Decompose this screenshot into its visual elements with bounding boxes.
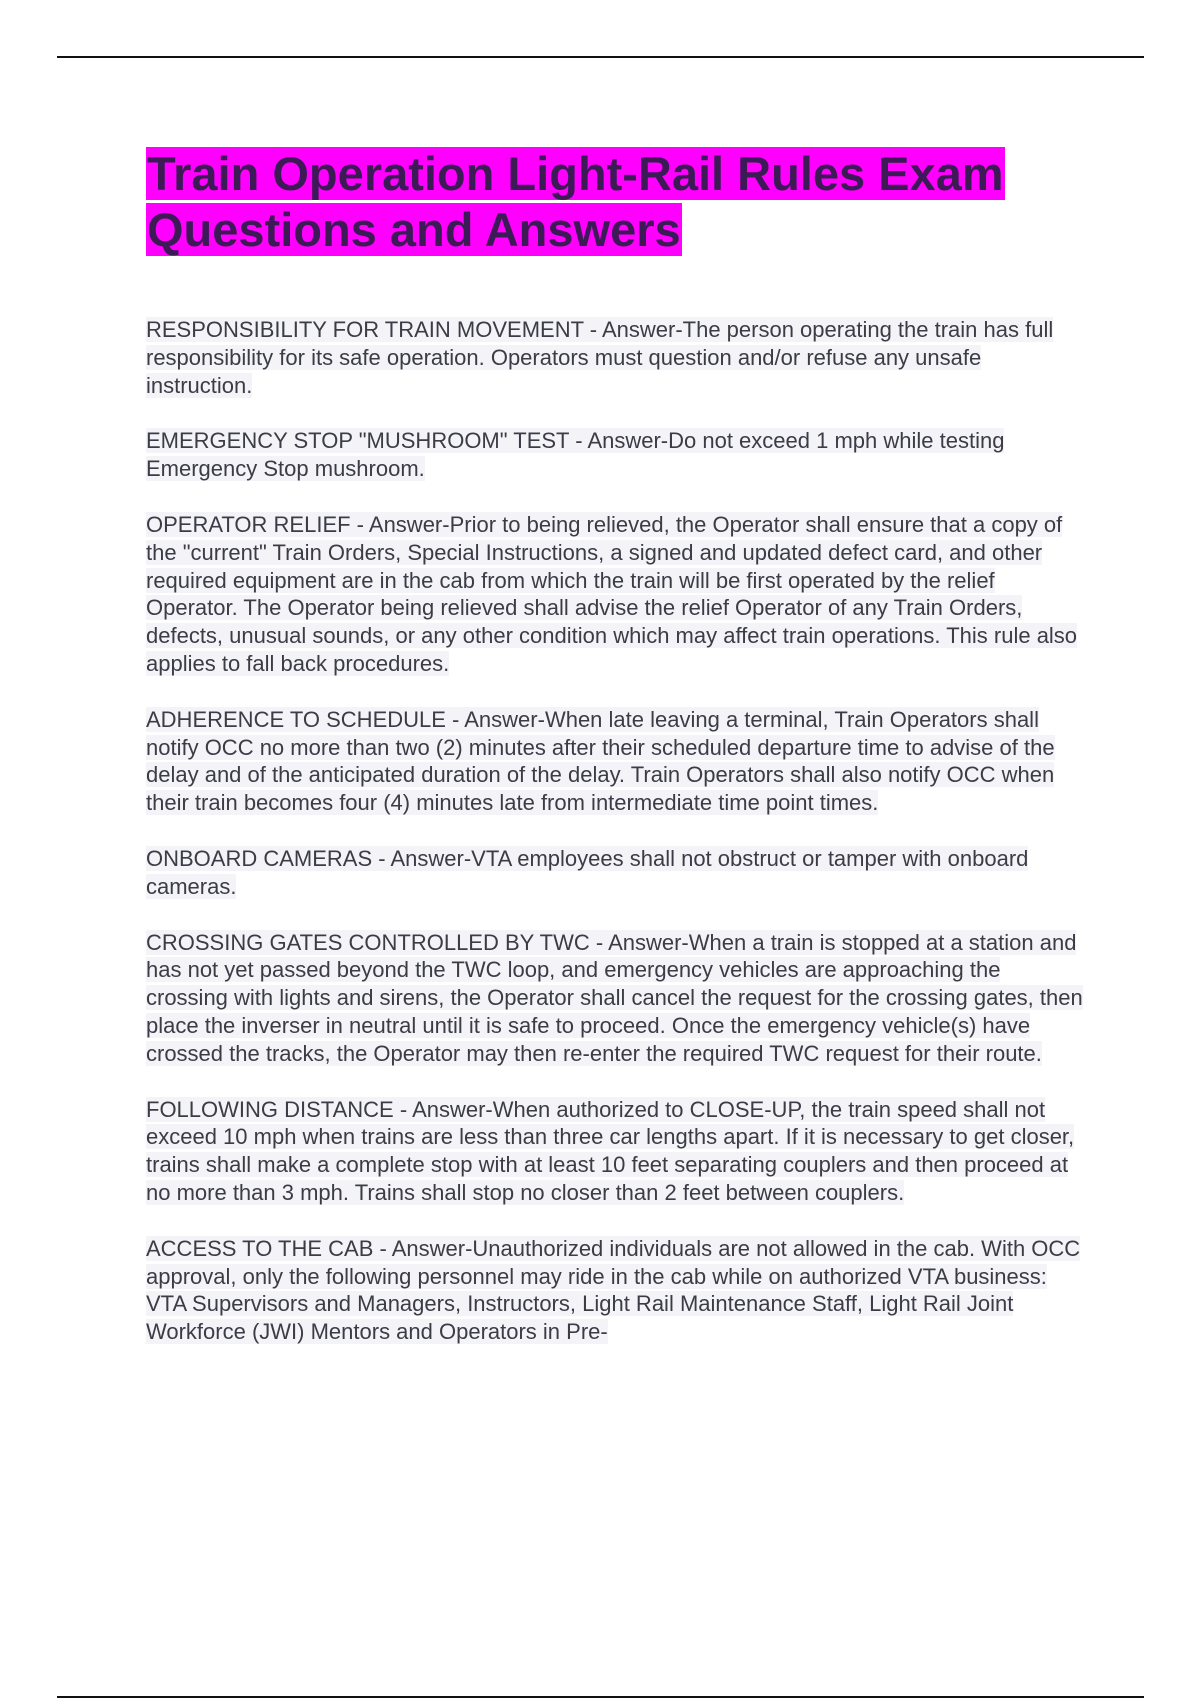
qa-entry-text: RESPONSIBILITY FOR TRAIN MOVEMENT - Answer-The person operating the train has full responsibility for its safe operation. Operators must question and/or refuse any unsafe instruction. — [146, 317, 1054, 398]
qa-entry-text: ADHERENCE TO SCHEDULE - Answer-When late leaving a terminal, Train Operators shall notify OCC no more than two (2) minutes after their scheduled departure time to advise of the delay and of the anticipated duration of the delay. Train Operators shall also notify OCC when their train becomes four (4) minutes late from intermediate time point times. — [146, 706, 1055, 816]
qa-entry-crossing-gates — [146, 929, 1086, 1068]
qa-entry-text: OPERATOR RELIEF - Answer-Prior to being relieved, the Operator shall ensure that a copy of the "current" Train Orders, Special Instructions, a signed and updated defect card, and other required equipment are in the cab from which the train will be first operated by the relief Operator. The Operator being relieved shall advise the relief Operator of any Train Orders, defects, unusual sounds, or any other condition which may affect train operations. This rule also applies to fall back procedures. — [146, 511, 1078, 676]
qa-entry-following-distance — [146, 1096, 1086, 1207]
qa-entry-access-to-the-cab — [146, 1235, 1086, 1346]
qa-entry-adherence-to-schedule — [146, 706, 1086, 817]
qa-entry-onboard-cameras — [146, 845, 1086, 901]
qa-entry-text: ACCESS TO THE CAB - Answer-Unauthorized individuals are not allowed in the cab. With OCC approval, only the following personnel may ride in the cab while on authorized VTA business: VTA Supervisors and Managers, Instructors, Light Rail Maintenance Staff, Light Rail Joint Workforce (JWI) Mentors and Operators in Pre- — [146, 1235, 1081, 1345]
qa-entry-responsibility-for-train-movement — [146, 316, 1086, 399]
document-title-text: Train Operation Light-Rail Rules Exam Questions and Answers — [147, 147, 1004, 256]
top-rule — [57, 56, 1144, 58]
document-title — [146, 146, 1086, 258]
qa-entry-text: CROSSING GATES CONTROLLED BY TWC - Answer-When a train is stopped at a station and has not yet passed beyond the TWC loop, and emergency vehicles are approaching the crossing with lights and sirens, the Operator shall cancel the request for the crossing gates, then place the inverser in neutral until it is safe to proceed. Once the emergency vehicle(s) have crossed the tracks, the Operator may then re-enter the required TWC request for their route. — [146, 929, 1083, 1066]
qa-entry-text: EMERGENCY STOP "MUSHROOM" TEST - Answer-Do not exceed 1 mph while testing Emergency Stop mushroom. — [146, 428, 1005, 482]
document-page — [146, 146, 1086, 1374]
bottom-rule — [57, 1696, 1144, 1698]
qa-entry-text: FOLLOWING DISTANCE - Answer-When authorized to CLOSE-UP, the train speed shall not exceed 10 mph when trains are less than three car lengths apart. If it is necessary to get closer, trains shall make a complete stop with at least 10 feet separating couplers and then proceed at no more than 3 mph. Trains shall stop no closer than 2 feet between couplers. — [146, 1096, 1075, 1205]
qa-entry-operator-relief — [146, 511, 1086, 678]
qa-entry-emergency-stop-test — [146, 427, 1086, 483]
qa-entry-text: ONBOARD CAMERAS - Answer-VTA employees shall not obstruct or tamper with onboard cameras. — [146, 845, 1029, 899]
